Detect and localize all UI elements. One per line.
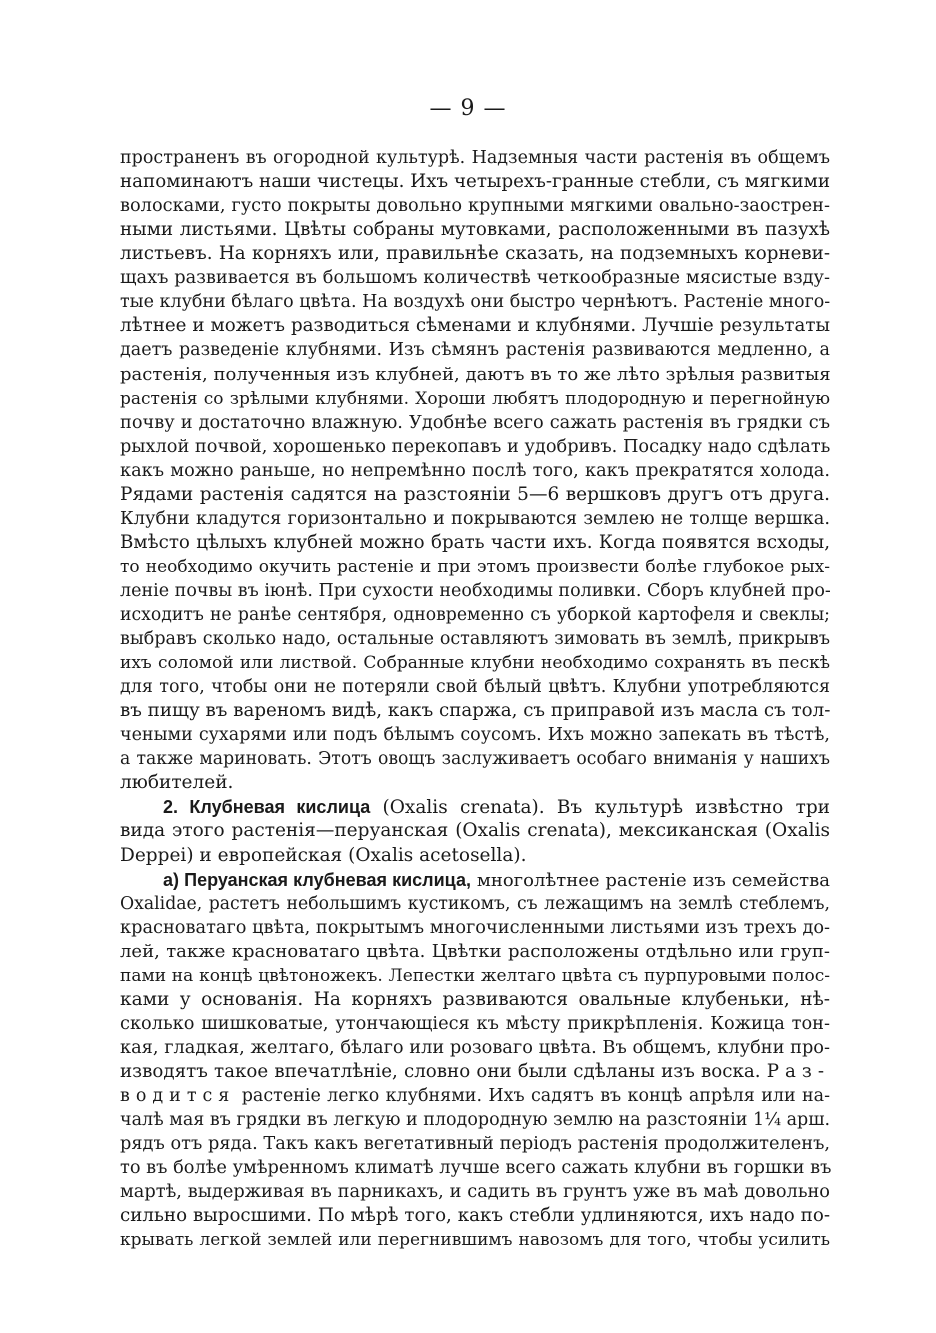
line-text: то въ болѣе умѣренномъ климатѣ лучше всего сажать клубни въ горшки въ — [120, 1158, 832, 1179]
line-text: лѣтнее и можетъ разводиться сѣменами и клубнями. Лучшіе результаты — [120, 315, 830, 337]
line-text: сильно выросшими. По мѣрѣ того, какъ стебли удлиняются, ихъ надо по- — [120, 1205, 830, 1227]
line-text: пространенъ въ огородной культурѣ. Надземныя части растенія въ общемъ — [120, 148, 830, 168]
text-line — [120, 1204, 830, 1228]
text-line — [120, 363, 830, 387]
text-line — [120, 531, 830, 555]
text-line — [120, 988, 830, 1012]
text-line — [120, 603, 830, 627]
text-line — [120, 940, 830, 964]
section-heading: 2. Клубневая кислица — [163, 797, 371, 818]
text-line — [120, 1060, 830, 1084]
line-text: растенія, полученныя изъ клубней, даютъ въ то же лѣто зрѣлыя развитыя — [120, 363, 831, 385]
text-line — [120, 1084, 830, 1108]
line-text: ками у основанія. На корняхъ развиваются овальные клубеньки, нѣ- — [120, 988, 830, 1010]
spaced-word: Раз- — [766, 1060, 830, 1082]
line-text: чеными сухарями или подъ бѣлымъ соусомъ. Ихъ можно запекать въ тѣстѣ, — [120, 725, 830, 746]
text-line — [120, 170, 830, 194]
line-text: выбравъ сколько надо, остальные оставляютъ зимовать въ землѣ, прикрывъ — [120, 629, 830, 649]
text-line — [120, 459, 830, 483]
text-line — [120, 651, 830, 675]
text-line — [120, 1108, 830, 1132]
line-text: какъ можно раньше, но непремѣнно послѣ того, какъ прекратятся холода. — [120, 460, 830, 481]
text-line — [120, 916, 830, 940]
line-text: напоминаютъ наши чистецы. Ихъ четырехъ-гранные стебли, съ мягкими — [120, 171, 830, 193]
line-text: Вмѣсто цѣлыхъ клубней можно брать части ихъ. Когда появятся всходы, — [120, 531, 830, 553]
text-line — [120, 146, 830, 170]
line-text: даетъ разведеніе клубнями. Изъ сѣмянъ растенія развиваются медленно, а — [120, 340, 830, 361]
line-text: изводятъ такое впечатлѣніе, словно они были сдѣланы изъ воска. — [120, 1060, 761, 1082]
line-text: любителей. — [120, 772, 234, 794]
text-line — [120, 1180, 830, 1204]
text-line — [120, 675, 830, 699]
line-text: тые клубни бѣлаго цвѣта. На воздухѣ они быстро чернѣютъ. Растеніе много- — [120, 292, 831, 313]
text-line — [120, 1132, 830, 1156]
line-text: въ пищу въ вареномъ видѣ, какъ спаржа, съ приправой изъ масла съ тол- — [120, 700, 831, 722]
text-line — [120, 338, 830, 362]
text-line — [120, 194, 830, 218]
line-text: Oxalidae, растетъ небольшимъ кустикомъ, съ лежащимъ на землѣ стеблемъ, — [120, 893, 830, 914]
text-line — [120, 699, 830, 723]
section-heading: а) Перуанская клубневая кислица, — [163, 869, 471, 890]
line-text: а также мариновать. Этотъ овощъ заслуживаетъ особаго вниманія у нашихъ — [120, 749, 830, 770]
text-line — [120, 819, 830, 843]
text-line — [120, 242, 830, 266]
text-line — [120, 1156, 830, 1180]
line-text: сколько шишковатые, утончающіеся къ мѣсту прикрѣпленія. Кожица тон- — [120, 1013, 830, 1034]
line-text: для того, чтобы они не потеряли свой бѣлый цвѣтъ. Клубни употребляются — [120, 677, 830, 698]
page-number: — 9 — — [429, 96, 507, 121]
line-text: (Oxalis crenata). Въ культурѣ извѣстно три — [370, 797, 830, 819]
line-text: лей, также красноватаго цвѣта. Цвѣтки расположены отдѣльно или груп- — [120, 940, 830, 962]
text-line — [120, 747, 830, 771]
line-text: волосками, густо покрыты довольно крупными мягкими овально-заострен- — [120, 196, 830, 217]
text-line — [120, 771, 830, 795]
line-text: то необходимо окучить растеніе и при этомъ произвести болѣе глубокое рых- — [120, 556, 830, 577]
text-line — [120, 266, 830, 290]
text-line — [120, 435, 830, 459]
text-line — [120, 507, 830, 531]
text-line — [120, 483, 830, 507]
line-text: пами на концѣ цвѣтоножекъ. Лепестки желтаго цвѣта съ пурпуровыми полос- — [120, 965, 830, 986]
text-line — [120, 844, 830, 868]
line-text: ными листьями. Цвѣты собраны мутовками, расположенными въ пазухѣ — [120, 219, 830, 241]
spaced-word: водится — [120, 1086, 236, 1106]
line-text: растенія со зрѣлыми клубнями. Хороши любятъ плодородную и перегнойную — [120, 388, 830, 409]
line-text: рыхлой почвой, хорошенько перекопавъ и удобривъ. Посадку надо сдѣлать — [120, 436, 831, 457]
line-text: щахъ развивается въ большомъ количествѣ четкообразные мясистые взду- — [120, 268, 830, 289]
line-text: исходитъ не ранѣе сентября, одновременно съ уборкой картофеля и свеклы; — [120, 605, 830, 625]
text-line — [120, 964, 830, 988]
line-text: многолѣтнее растеніе изъ семейства — [470, 869, 830, 891]
text-line — [120, 1012, 830, 1036]
text-line — [120, 1036, 830, 1060]
text-line — [120, 555, 830, 579]
text-line — [120, 1228, 830, 1252]
line-text: леніе почвы въ іюнѣ. При сухости необходимы поливки. Сборъ клубней про- — [120, 580, 831, 601]
text-line — [120, 387, 830, 411]
line-text: листьевъ. На корняхъ или, правильнѣе сказать, на подземныхъ корневи- — [120, 243, 830, 265]
line-text: почву и достаточно влажную. Удобнѣе всего сажать растенія въ грядки съ — [120, 412, 830, 433]
text-line — [120, 290, 830, 314]
line-text: растеніе легко клубнями. Ихъ садятъ въ концѣ апрѣля или на- — [235, 1086, 830, 1106]
line-text: мартѣ, выдерживая въ парникахъ, и садить въ грунтъ уже въ маѣ довольно — [120, 1182, 830, 1203]
text-line — [120, 218, 830, 242]
line-text: крывать легкой землей или перегнившимъ навозомъ для того, чтобы усилить — [120, 1230, 830, 1251]
text-line — [120, 723, 830, 747]
line-text: чалѣ мая въ грядки въ легкую и плодородную землю на разстояніи 1¼ арш. — [120, 1110, 831, 1130]
text-line — [163, 868, 830, 892]
line-text: вида этого растенія—перуанская (Oxalis crenata), мексиканская (Oxalis — [120, 820, 830, 842]
text-line — [120, 892, 830, 916]
line-text: рядъ отъ ряда. Такъ какъ вегетативный періодъ растенія продолжителенъ, — [120, 1134, 830, 1155]
line-text: кая, гладкая, желтаго, бѣлаго или розоваго цвѣта. Въ общемъ, клубни про- — [120, 1037, 830, 1058]
text-line — [120, 579, 830, 603]
line-text: красноватаго цвѣта, покрытымъ многочисленными листьями изъ трехъ до- — [120, 917, 831, 938]
line-text: Клубни кладутся горизонтально и покрываются землею не толще вершка. — [120, 508, 830, 529]
text-line — [163, 795, 830, 819]
text-line — [120, 411, 830, 435]
line-text: Deppei) и европейская (Oxalis acetosella). — [120, 844, 527, 866]
text-line — [120, 314, 830, 338]
line-text: Рядами растенія садятся на разстояніи 5—6 вершковъ другъ отъ друга. — [120, 483, 830, 505]
line-text: ихъ соломой или листвой. Собранные клубни необходимо сохранять въ пескѣ — [120, 653, 830, 673]
text-line — [120, 627, 830, 651]
